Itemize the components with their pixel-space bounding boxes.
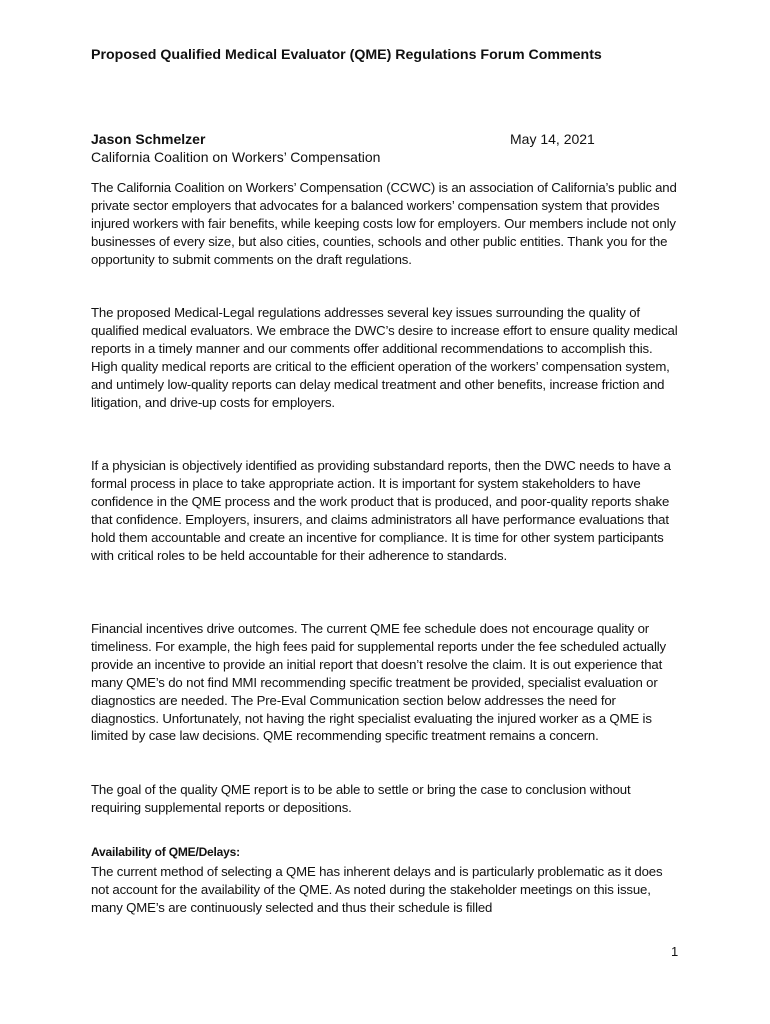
author-organization: California Coalition on Workers’ Compensation [91, 149, 381, 165]
page-number: 1 [671, 944, 679, 959]
paragraph-medical-legal-regulations: The proposed Medical-Legal regulations addresses several key issues surrounding the quality of qualified medical evaluators. We embrace the DWC’s desire to increase effort to ensure quality medical reports in a timely manner and our comments offer additional recommendations to accomplish this. High quality medical reports are critical to the efficient operation of the workers’ compensation system, and untimely low-quality reports can delay medical treatment and other benefits, increase friction and litigation, and drive-up costs for employers. [91, 305, 678, 410]
author-name: Jason Schmelzer [91, 131, 206, 147]
paragraph-report-goal: The goal of the quality QME report is to be able to settle or bring the case to conclusion without requiring supplemental reports or depositions. [91, 782, 631, 815]
document-title: Proposed Qualified Medical Evaluator (QME) Regulations Forum Comments [91, 47, 602, 63]
document-date: May 14, 2021 [510, 131, 595, 147]
paragraph-substandard-reports: If a physician is objectively identified as providing substandard reports, then the DWC needs to have a formal process in place to take appropriate action. It is important for system stakeholders to have confidence in the QME process and the work product that is produced, and poor-quality reports shake that confidence. Employers, insurers, and claims administrators all have performance evaluations that hold them accountable and create an incentive for compliance. It is time for other system participants with critical roles to be held accountable for their adherence to standards. [91, 458, 671, 563]
paragraph-financial-incentives: Financial incentives drive outcomes. The current QME fee schedule does not encourage quality or timeliness. For example, the high fees paid for supplemental reports under the fee scheduled actually provide an incentive to provide an initial report that doesn’t resolve the claim. It is out experience that many QME’s do not find MMI recommending specific treatment be provided, specialist evaluation or diagnostics are needed. The Pre-Eval Communication section below addresses the need for diagnostics. Unfortunately, not having the right specialist evaluating the injured worker as a QME is limited by case law decisions. QME recommending specific treatment remains a concern. [91, 621, 666, 744]
section-heading-availability: Availability of QME/Delays: [91, 845, 240, 859]
paragraph-introduction: The California Coalition on Workers’ Compensation (CCWC) is an association of California’s public and private sector employers that advocates for a balanced workers’ compensation system that provides injured workers with fair benefits, while keeping costs low for employers. Our members include not only businesses of every size, but also cities, counties, schools and other public entities. Thank you for the opportunity to submit comments on the draft regulations. [91, 180, 677, 267]
paragraph-availability: The current method of selecting a QME has inherent delays and is particularly problematic as it does not account for the availability of the QME. As noted during the stakeholder meetings on this issue, many QME’s are continuously selected and thus their schedule is filled [91, 864, 663, 915]
